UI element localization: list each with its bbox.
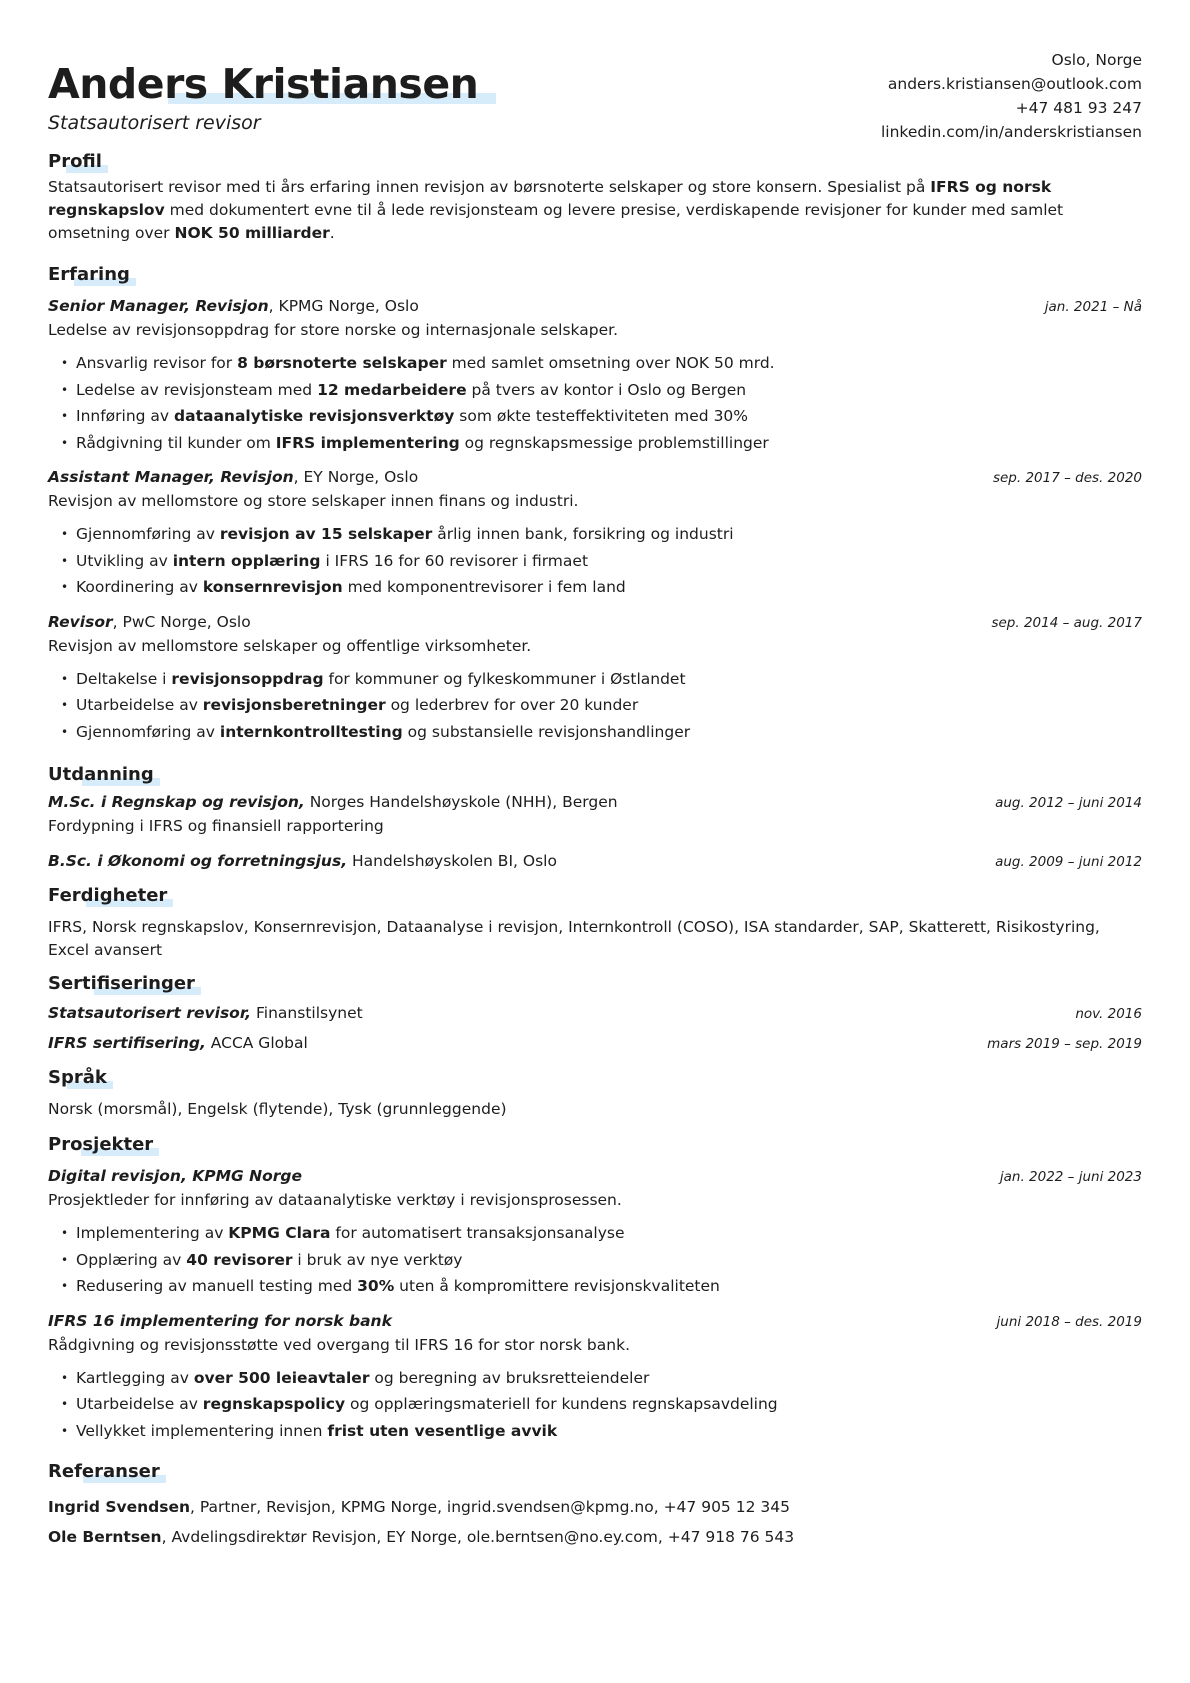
entry-date: aug. 2009 – juni 2012	[995, 854, 1142, 870]
reference-entry	[48, 1492, 1142, 1522]
entry-date: sep. 2017 – des. 2020	[992, 470, 1142, 486]
entry-heading	[48, 1032, 308, 1055]
job-role: Assistant Manager, Revisjon	[48, 468, 294, 486]
bullet-text: årlig innen bank, forsikring og industri	[432, 525, 734, 543]
bullet-text: Implementering av	[76, 1224, 229, 1242]
entry-date: aug. 2012 – juni 2014	[995, 795, 1142, 811]
job-entry	[48, 611, 1142, 746]
reference-detail: , Avdelingsdirektør Revisjon, EY Norge, ole.berntsen@no.ey.com, +47 918 76 543	[161, 1528, 795, 1546]
certification-name: IFRS sertifisering,	[48, 1034, 206, 1052]
resume-header	[48, 0, 1142, 150]
languages-text: Norsk (morsmål), Engelsk (flytende), Tysk (grunnleggende)	[48, 1100, 507, 1118]
entry-date: juni 2018 – des. 2019	[996, 1313, 1142, 1330]
entry-heading	[48, 466, 418, 489]
bullet-text: Redusering av manuell testing med	[76, 1277, 358, 1295]
bullet-text: og regnskapsmessige problemstillinger	[459, 433, 769, 452]
entry-head	[48, 1002, 1142, 1026]
section-certifications	[48, 972, 1142, 1056]
section-languages	[48, 1066, 1142, 1121]
bullet-item	[76, 430, 1142, 457]
entry-head	[48, 295, 1142, 319]
certification-entry	[48, 1002, 1142, 1026]
bullet-text: Kartlegging av	[76, 1368, 194, 1387]
bullet-text: og beregning av bruksretteiendeler	[369, 1368, 650, 1387]
section-experience	[48, 263, 1142, 745]
bullet-bold: internkontrolltesting	[219, 722, 403, 741]
entry-heading	[48, 791, 618, 814]
bullet-item	[76, 521, 1142, 548]
bullet-bold: 8 børsnoterte selskaper	[237, 354, 447, 372]
section-skills	[48, 884, 1142, 962]
bullet-bold: revisjonsberetninger	[202, 696, 386, 714]
bullet-text: som økte testeffektiviteten med 30%	[454, 407, 749, 425]
project-desc: Rådgivning og revisjonsstøtte ved overgang til IFRS 16 for stor norsk bank.	[48, 1335, 630, 1354]
bullet-text: Utvikling av	[76, 551, 173, 570]
bullet-bold: intern opplæring	[172, 551, 321, 570]
entry-heading	[48, 1002, 363, 1025]
name-block	[48, 60, 496, 134]
bullet-item	[76, 1247, 1142, 1274]
bullet-list	[48, 666, 1142, 746]
section-heading-text: Sertifiseringer	[48, 973, 195, 994]
entry-head	[48, 1310, 1142, 1334]
bullet-text: Ledelse av revisjonsteam med	[76, 380, 318, 399]
bullet-bold: frist uten vesentlige avvik	[327, 1421, 558, 1440]
bullet-item	[76, 403, 1142, 430]
reference-entry	[48, 1522, 1142, 1552]
project-entry	[48, 1165, 1142, 1300]
entry-date: jan. 2021 – Nå	[1044, 299, 1142, 315]
degree-title: M.Sc. i Regnskap og revisjon,	[48, 793, 305, 811]
bullet-bold: 12 medarbeidere	[317, 380, 467, 399]
section-heading-text: Språk	[48, 1067, 107, 1088]
education-entry	[48, 850, 1142, 874]
entry-head	[48, 466, 1142, 490]
bullet-text: og substansielle revisjonshandlinger	[402, 722, 691, 741]
bullet-text: for automatisert transaksjonsanalyse	[330, 1224, 625, 1242]
profile-text	[48, 176, 1142, 245]
bullet-item	[76, 692, 1142, 719]
bullet-item	[76, 377, 1142, 404]
profile-bold-1: IFRS og norsk regnskapslov	[48, 178, 1052, 219]
project-desc: Prosjektleder for innføring av dataanalytiske verktøy i revisjonsprosessen.	[48, 1191, 622, 1209]
entry-heading	[48, 850, 557, 873]
entry-date: mars 2019 – sep. 2019	[987, 1036, 1142, 1052]
section-heading	[48, 884, 173, 908]
entry-head	[48, 850, 1142, 874]
degree-title: B.Sc. i Økonomi og forretningsjus,	[48, 852, 348, 870]
bullet-bold: revisjon av 15 selskaper	[219, 525, 433, 543]
bullet-text: Utarbeidelse av	[76, 696, 203, 714]
bullet-text: Gjennomføring av	[76, 525, 220, 543]
section-heading-text: Utdanning	[48, 764, 154, 785]
bullet-text: Rådgivning til kunder om	[76, 433, 276, 452]
bullet-bold: konsernrevisjon	[202, 578, 343, 596]
project-title: IFRS 16 implementering for norsk bank	[48, 1311, 392, 1330]
section-heading-text: Profil	[48, 151, 102, 172]
bullet-bold: over 500 leieavtaler	[193, 1368, 370, 1387]
bullet-text: og opplæringsmateriell for kundens regnskapsavdeling	[345, 1395, 778, 1413]
reference-name: Ingrid Svendsen	[48, 1498, 191, 1516]
bullet-bold: regnskapspolicy	[202, 1395, 346, 1413]
school-name: Norges Handelshøyskole (NHH), Bergen	[304, 793, 618, 811]
profile-bold-2: NOK 50 milliarder	[174, 224, 330, 242]
section-heading	[48, 972, 201, 996]
bullet-text: med samlet omsetning over NOK 50 mrd.	[446, 354, 775, 372]
job-org: , PwC Norge, Oslo	[112, 612, 251, 631]
section-heading	[48, 150, 108, 174]
entry-heading	[48, 611, 251, 634]
reference-detail: , Partner, Revisjon, KPMG Norge, ingrid.svendsen@kpmg.no, +47 905 12 345	[190, 1498, 790, 1516]
bullet-bold: dataanalytiske revisjonsverktøy	[174, 407, 455, 425]
education-desc: Fordypning i IFRS og finansiell rapportering	[48, 817, 384, 835]
job-role: Revisor	[48, 612, 113, 631]
bullet-item	[76, 1418, 1142, 1445]
job-entry	[48, 295, 1142, 456]
section-heading	[48, 1066, 113, 1090]
section-heading	[48, 1133, 159, 1157]
section-heading-text: Referanser	[48, 1461, 160, 1482]
bullet-item	[76, 574, 1142, 601]
bullet-item	[76, 666, 1142, 693]
bullet-list	[48, 350, 1142, 456]
job-entry	[48, 466, 1142, 601]
certification-name: Statsautorisert revisor,	[48, 1004, 252, 1022]
job-org: , KPMG Norge, Oslo	[268, 297, 419, 315]
job-desc: Revisjon av mellomstore og store selskaper innen finans og industri.	[48, 492, 579, 510]
bullet-text: for kommuner og fylkeskommuner i Østlandet	[323, 669, 686, 688]
section-profile	[48, 150, 1142, 245]
job-desc: Revisjon av mellomstore selskaper og offentlige virksomheter.	[48, 636, 532, 655]
project-title: Digital revisjon, KPMG Norge	[48, 1167, 303, 1185]
job-list	[48, 295, 1142, 745]
certification-entry	[48, 1032, 1142, 1056]
bullet-bold: 40 revisorer	[186, 1250, 293, 1269]
bullet-item	[76, 719, 1142, 746]
bullet-bold: 30%	[357, 1277, 395, 1295]
project-list	[48, 1165, 1142, 1444]
bullet-item	[76, 1391, 1142, 1418]
contact-email[interactable]: anders.kristiansen@outlook.com	[887, 75, 1142, 93]
project-entry	[48, 1310, 1142, 1445]
bullet-text: og lederbrev for over 20 kunder	[385, 696, 639, 714]
job-org: , EY Norge, Oslo	[293, 468, 419, 486]
skills-text: IFRS, Norsk regnskapslov, Konsernrevisjon, Dataanalyse i revisjon, Internkontroll (COSO), ISA standarder, SAP, Skatterett, Risikostyring, Excel avansert	[48, 918, 1100, 959]
bullet-text: på tvers av kontor i Oslo og Bergen	[466, 380, 747, 399]
bullet-item	[76, 350, 1142, 377]
bullet-text: Deltakelse i	[76, 669, 172, 688]
section-projects	[48, 1133, 1142, 1444]
contact-phone: +47 481 93 247	[1015, 99, 1142, 117]
contact-linkedin[interactable]: linkedin.com/in/anderskristiansen	[881, 123, 1142, 141]
entry-head	[48, 611, 1142, 635]
contact-block	[881, 48, 1142, 144]
bullet-list	[48, 521, 1142, 601]
contact-location: Oslo, Norge	[1051, 51, 1142, 69]
section-heading-text: Ferdigheter	[48, 885, 168, 906]
bullet-text: Utarbeidelse av	[76, 1395, 203, 1413]
bullet-text: i IFRS 16 for 60 revisorer i firmaet	[320, 551, 589, 570]
section-heading-text: Erfaring	[48, 264, 130, 285]
bullet-text: Vellykket implementering innen	[76, 1421, 328, 1440]
section-heading	[48, 263, 136, 287]
entry-date: sep. 2014 – aug. 2017	[991, 614, 1142, 631]
entry-head	[48, 1032, 1142, 1056]
bullet-item	[76, 548, 1142, 575]
bullet-bold: IFRS implementering	[275, 433, 460, 452]
education-entry	[48, 791, 1142, 838]
candidate-name-text: Anders Kristiansen	[48, 60, 479, 108]
profile-text-2: med dokumentert evne til å lede revisjonsteam og levere presise, verdiskapende revisjoner for kunder med samlet omsetning over	[48, 201, 1064, 242]
certification-issuer: Finanstilsynet	[251, 1004, 363, 1022]
certification-issuer: ACCA Global	[205, 1034, 308, 1052]
bullet-bold: revisjonsoppdrag	[171, 669, 324, 688]
bullet-text: med komponentrevisorer i fem land	[342, 578, 626, 596]
bullet-item	[76, 1273, 1142, 1300]
reference-name: Ole Berntsen	[48, 1528, 162, 1546]
bullet-text: Koordinering av	[76, 578, 203, 596]
bullet-text: uten å kompromittere revisjonskvaliteten	[394, 1277, 720, 1295]
bullet-list	[48, 1365, 1142, 1445]
job-role: Senior Manager, Revisjon	[48, 297, 269, 315]
entry-head	[48, 791, 1142, 815]
section-references	[48, 1460, 1142, 1552]
entry-head	[48, 1165, 1142, 1189]
profile-text-1: Statsautorisert revisor med ti års erfaring innen revisjon av børsnoterte selskaper og store konsern. Spesialist på	[48, 178, 931, 196]
bullet-text: Gjennomføring av	[76, 722, 220, 741]
job-desc: Ledelse av revisjonsoppdrag for store norske og internasjonale selskaper.	[48, 321, 618, 339]
candidate-name	[48, 60, 496, 108]
profile-text-3: .	[329, 224, 335, 242]
bullet-bold: KPMG Clara	[228, 1224, 331, 1242]
bullet-text: Opplæring av	[76, 1250, 187, 1269]
section-heading-text: Prosjekter	[48, 1134, 154, 1155]
bullet-text: i bruk av nye verktøy	[292, 1250, 463, 1269]
entry-heading	[48, 295, 419, 318]
bullet-item	[76, 1220, 1142, 1247]
entry-date: jan. 2022 – juni 2023	[999, 1169, 1142, 1185]
section-education	[48, 763, 1142, 874]
section-heading	[48, 1460, 166, 1484]
section-heading	[48, 763, 160, 787]
bullet-text: Innføring av	[76, 407, 175, 425]
candidate-title: Statsautorisert revisor	[48, 112, 261, 134]
school-name: Handelshøyskolen BI, Oslo	[347, 852, 557, 870]
bullet-item	[76, 1365, 1142, 1392]
bullet-text: Ansvarlig revisor for	[76, 354, 238, 372]
entry-date: nov. 2016	[1075, 1006, 1142, 1022]
bullet-list	[48, 1220, 1142, 1300]
